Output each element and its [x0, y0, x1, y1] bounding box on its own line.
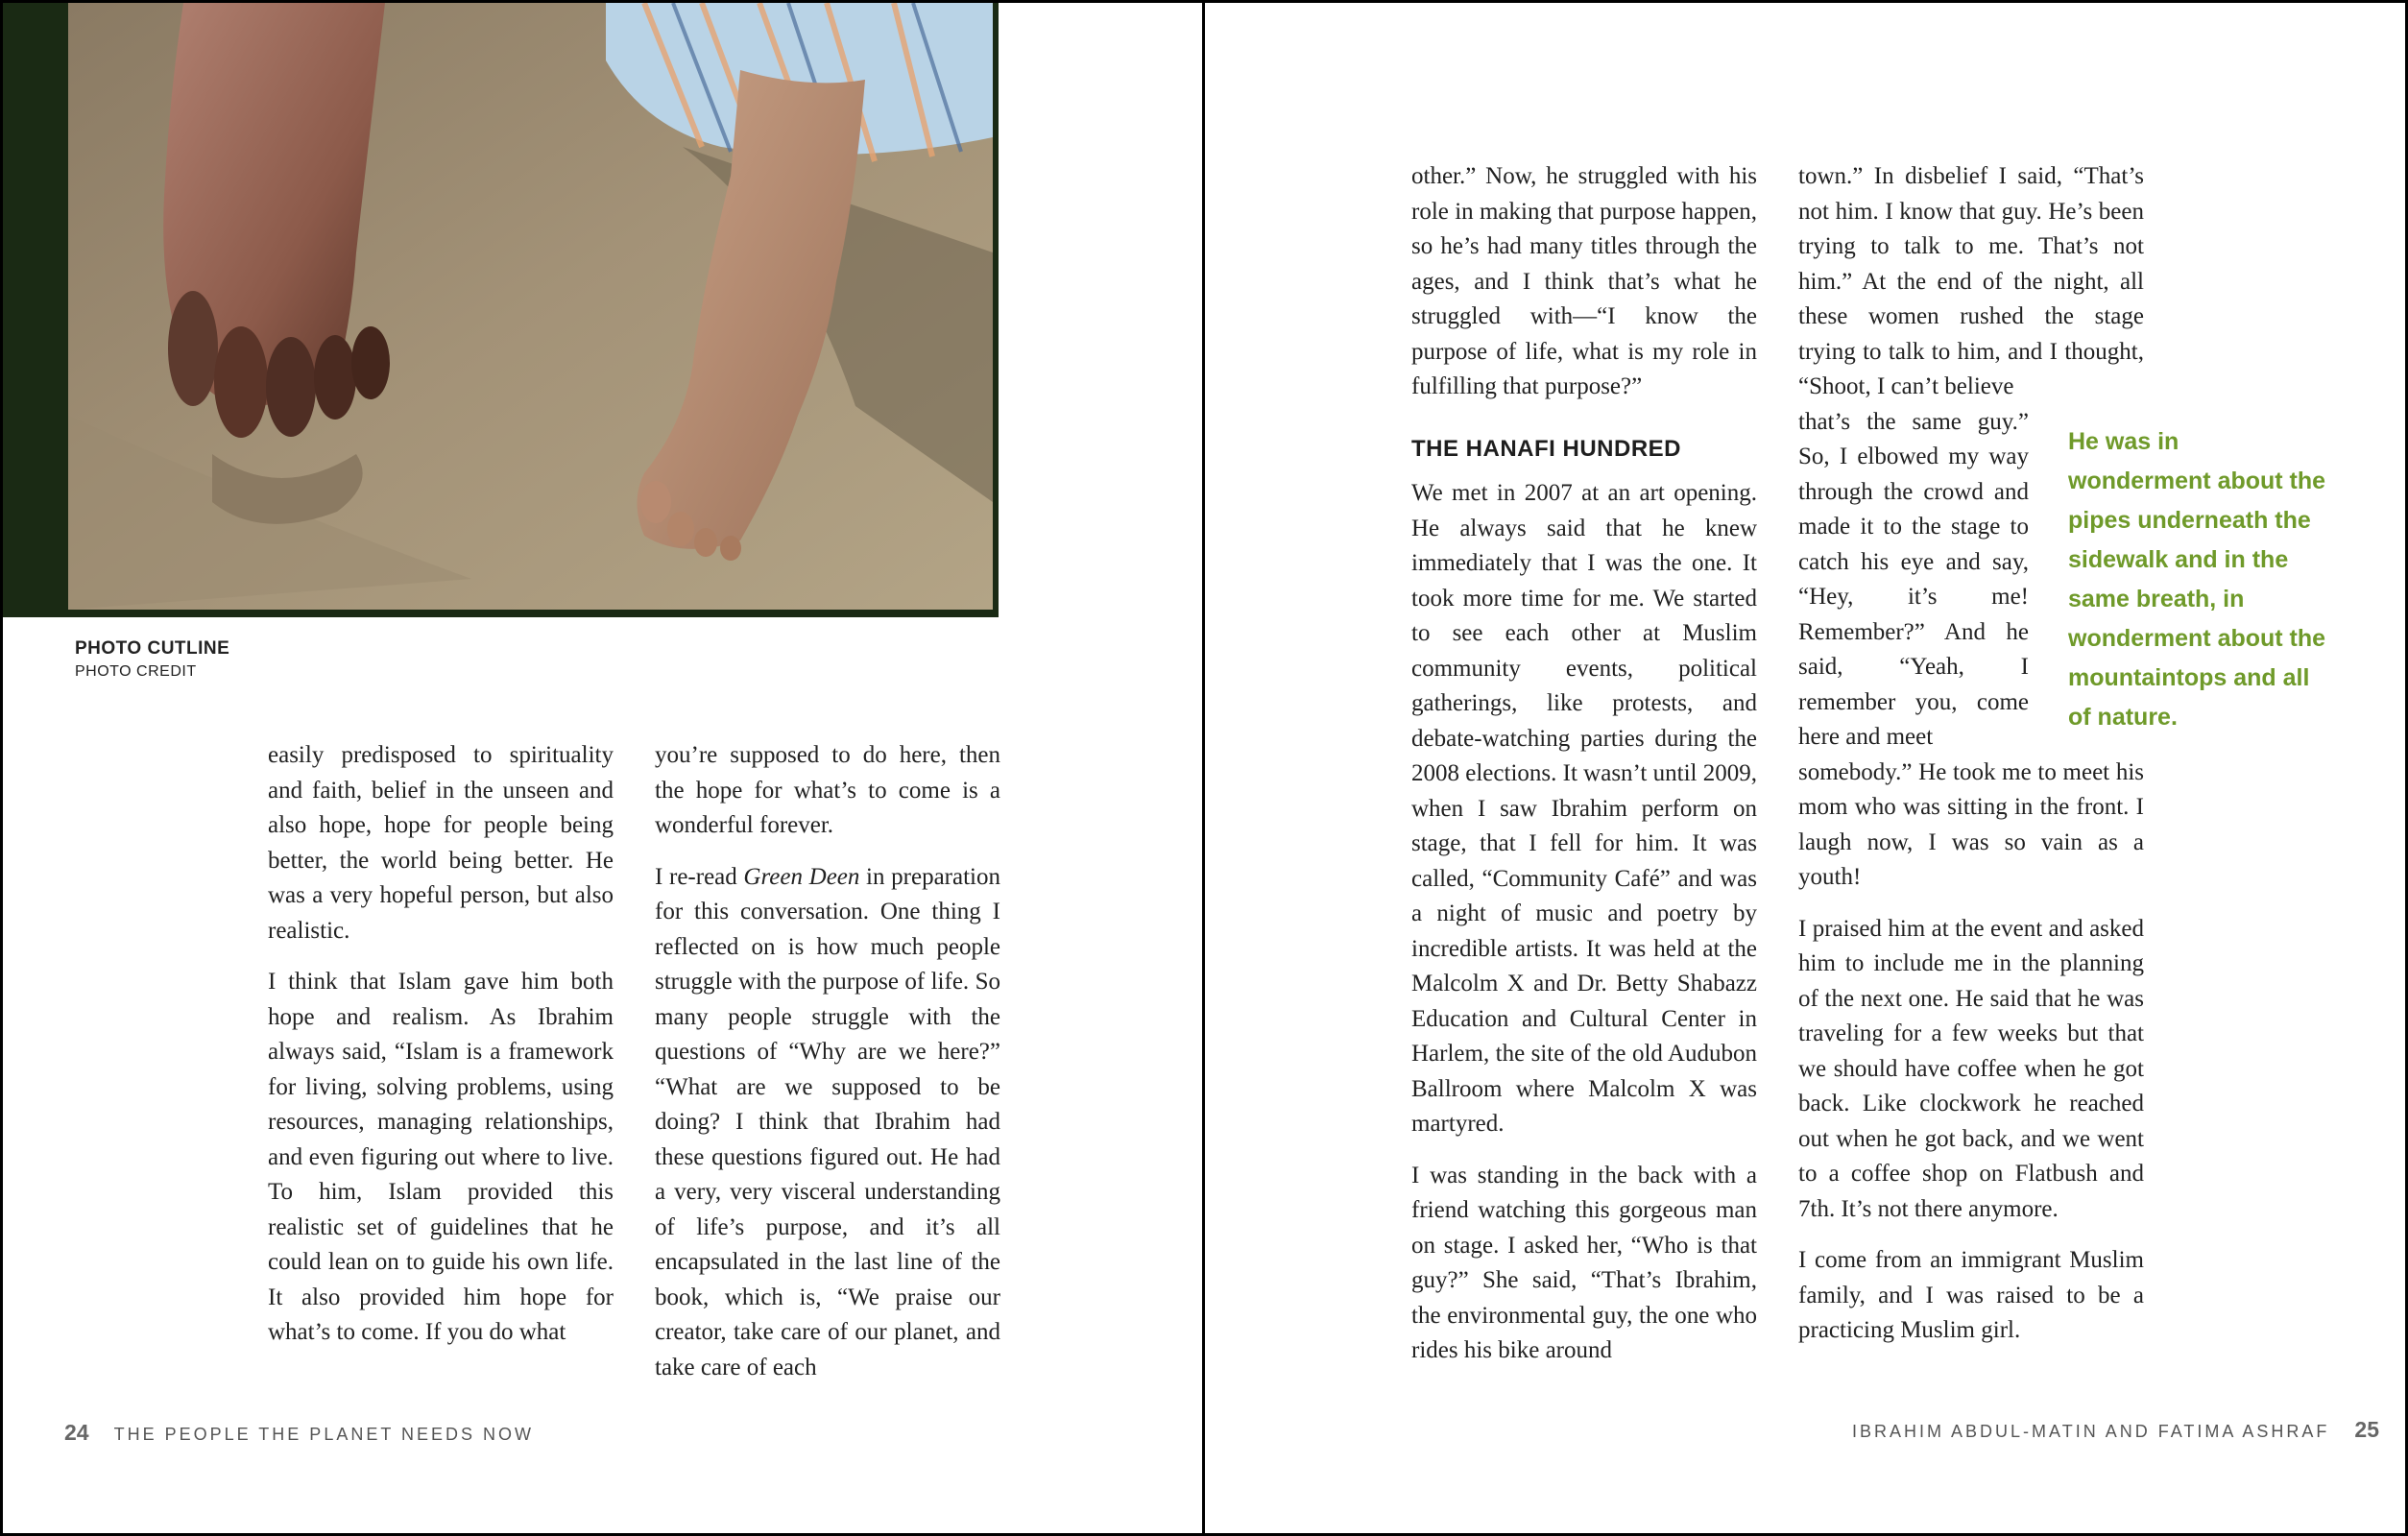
page-number: 24	[64, 1420, 89, 1445]
left-page	[0, 0, 1202, 1536]
paragraph: I was standing in the back with a friend watching this gorgeous man on stage. I asked her, “Who is that guy?” She said, “That’s Ibrahim, the environmental guy, the one who rides his bike around	[1411, 1162, 1757, 1363]
section-heading: THE HANAFI HUNDRED	[1411, 435, 1681, 462]
photo-cutline	[75, 638, 229, 681]
paragraph: easily predisposed to spirituality and faith, belief in the unseen and also hope, hope for people being better, the world being better. He was a very hopeful person, but also realistic.	[268, 742, 614, 944]
folio-right	[1852, 1417, 2379, 1443]
paragraph: you’re supposed to do here, then the hope for what’s to come is a wonderful forever.	[655, 742, 1000, 838]
left-column-1	[268, 738, 614, 1351]
photo-frame	[3, 3, 999, 617]
book-title: Green Deen	[743, 863, 860, 890]
folio-left	[64, 1420, 534, 1446]
text-run: I re-read	[655, 863, 744, 890]
paragraph: other.” Now, he struggled with his role in making that purpose happen, so he’s had many titles through the ages, and I think that’s what he struggled with—“I know the purpose of life, what is my role in fulfilling that purpose?”	[1411, 163, 1757, 399]
paragraph	[655, 860, 1000, 1386]
page-number: 25	[2354, 1417, 2379, 1442]
paragraph: somebody.” He took me to meet his mom who was sitting in the front. I laugh now, I was so vain as a youth!	[1798, 758, 2144, 890]
cutline-text: PHOTO CUTLINE	[75, 638, 230, 659]
paragraph: I praised him at the event and asked him to include me in the planning of the next one. He said that he was traveling for a few weeks but that we should have coffee when he got back. Like clockwork he reached out when he got back, and we went to a coffee shop on Flatbush and 7th. It’s not there anymore.	[1798, 915, 2144, 1222]
photo-credit: PHOTO CREDIT	[75, 663, 197, 680]
paragraph: town.” In disbelief I said, “That’s not him. I know that guy. He’s been trying to talk to me. That’s not him.” At the end of the night, all these women rushed the stage trying to talk to him, and I thought, “Shoot, I can’t believe	[1798, 163, 2144, 399]
right-column-1	[1411, 159, 1757, 1369]
running-title: IBRAHIM ABDUL-MATIN AND FATIMA ASHRAF	[1852, 1422, 2330, 1441]
feet-on-sand-photo	[68, 3, 993, 610]
paragraph-narrow-wrap: that’s the same guy.” So, I elbowed my way through the crowd and made it to the stage to catch his eye and say, “Hey, it’s me! Remember?” And he said, “Yeah, I remember you, come here and meet	[1798, 408, 2029, 750]
paragraph: I come from an immigrant Muslim family, and I was raised to be a practicing Muslim girl.	[1798, 1247, 2144, 1343]
paragraph: We met in 2007 at an art opening. He always said that he knew immediately that I was the one. It took more time for me. We started to see each other at Muslim community events, political gatherings, like protests, and debate-watching parties during the 2008 elections. It wasn’t until 2009, when I saw Ibrahim perform on stage, that I fell for him. It was called, “Community Café” and was a night of music and poetry by incredible artists. It was held at the Malcolm X and Dr. Betty Shabazz Education and Cultural Center in Harlem, the site of the old Audubon Ballroom where Malcolm X was martyred.	[1411, 480, 1757, 1137]
pull-quote: He was in wonderment about the pipes underneath the sidewalk and in the same breath, in wonderment about the mountaintops and all of nature.	[2068, 428, 2326, 731]
paragraph: I think that Islam gave him both hope and realism. As Ibrahim always said, “Islam is a framework for living, solving problems, using resources, managing relationships, and even figuring out where to live. To him, Islam provided this realistic set of guidelines that he could lean on to guide his own life. It also provided him hope for what’s to come. If you do what	[268, 969, 614, 1345]
right-column-2	[1798, 159, 2144, 1349]
running-title: THE PEOPLE THE PLANET NEEDS NOW	[113, 1425, 535, 1444]
text-run: in preparation for this conversation. One thing I reflected on is how much people struggle with the purpose of life. So many people struggle with the questions of “Why are we here?” “What are we supposed to be doing? I think that Ibrahim had these questions figured out. He had a very, very visceral understanding of life’s purpose, and it’s all encapsulated in the last line of the book, which is, “We praise our creator, take care of our planet, and take care of each	[655, 863, 1000, 1380]
left-column-2	[655, 738, 1000, 1385]
